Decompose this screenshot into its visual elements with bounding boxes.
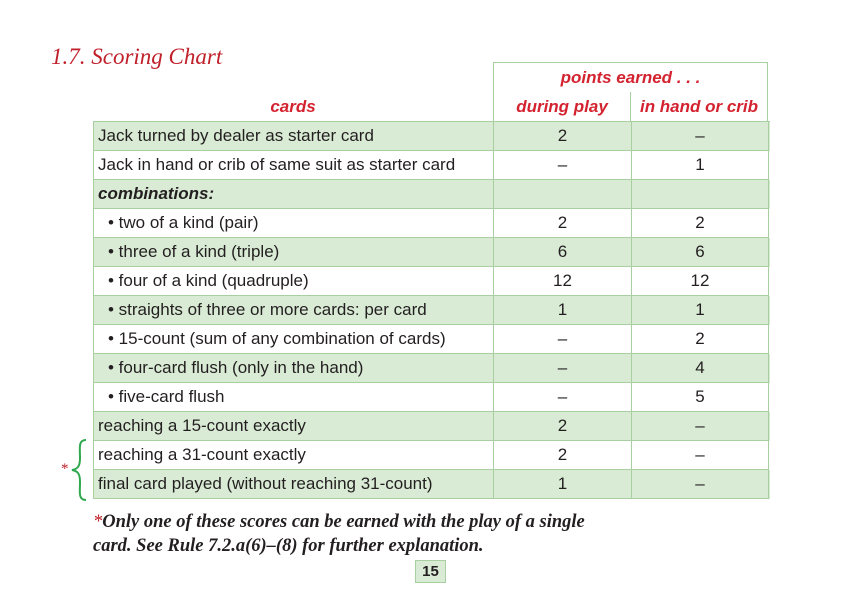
hand-or-crib-value: 1 — [632, 151, 769, 180]
in-hand-or-crib-column-header: in hand or crib — [631, 92, 768, 121]
table-row — [94, 180, 770, 209]
table-row — [94, 267, 770, 296]
table-row — [94, 325, 770, 354]
hand-or-crib-value: 2 — [632, 209, 769, 238]
during-play-value: – — [494, 383, 632, 412]
points-earned-header: points earned . . . — [493, 62, 768, 92]
table-row — [94, 151, 770, 180]
hand-or-crib-value: – — [632, 412, 769, 441]
page-number: 15 — [415, 560, 446, 583]
hand-or-crib-value: 2 — [632, 325, 769, 354]
section-title: 1.7. Scoring Chart — [51, 44, 223, 69]
table-row — [94, 383, 770, 412]
hand-or-crib-value: 4 — [632, 354, 769, 383]
during-play-value: – — [494, 151, 632, 180]
during-play-value: 1 — [494, 470, 632, 499]
during-play-value: 6 — [494, 238, 632, 267]
table-row — [94, 354, 770, 383]
during-play-value: – — [494, 325, 632, 354]
row-label: • straights of three or more cards: per card — [94, 296, 494, 325]
hand-or-crib-value — [632, 180, 769, 209]
table-row — [94, 441, 770, 470]
during-play-value: – — [494, 354, 632, 383]
during-play-column-header: during play — [493, 92, 631, 121]
footnote-asterisk-marker: * — [61, 461, 69, 477]
table-row — [94, 296, 770, 325]
table-row — [94, 238, 770, 267]
during-play-value: 2 — [494, 122, 632, 151]
row-label: reaching a 15-count exactly — [94, 412, 494, 441]
row-label: • 15-count (sum of any combination of cards) — [94, 325, 494, 354]
footnote-text: Only one of these scores can be earned with the play of a single card. See Rule 7.2.a(6)–(8) for further explanation. — [93, 512, 585, 556]
during-play-value: 2 — [494, 412, 632, 441]
row-label: • three of a kind (triple) — [94, 238, 494, 267]
cards-column-header: cards — [270, 96, 316, 116]
row-label: final card played (without reaching 31-count) — [94, 470, 494, 499]
hand-or-crib-value: 5 — [632, 383, 769, 412]
table-row — [94, 209, 770, 238]
row-label: • four of a kind (quadruple) — [94, 267, 494, 296]
row-label: Jack in hand or crib of same suit as starter card — [94, 151, 494, 180]
table-row — [94, 122, 770, 151]
hand-or-crib-value: 1 — [632, 296, 769, 325]
table-row — [94, 470, 770, 499]
scoring-table — [93, 121, 770, 499]
row-label: • five-card flush — [94, 383, 494, 412]
footnote — [93, 510, 613, 558]
combinations-subheading: combinations: — [94, 180, 494, 209]
during-play-value: 2 — [494, 209, 632, 238]
row-label: Jack turned by dealer as starter card — [94, 122, 494, 151]
during-play-value: 2 — [494, 441, 632, 470]
hand-or-crib-value: 6 — [632, 238, 769, 267]
hand-or-crib-value: – — [632, 470, 769, 499]
hand-or-crib-value: 12 — [632, 267, 769, 296]
curly-brace-icon — [68, 438, 90, 502]
row-label: reaching a 31-count exactly — [94, 441, 494, 470]
hand-or-crib-value: – — [632, 122, 769, 151]
during-play-value: 12 — [494, 267, 632, 296]
row-label: • four-card flush (only in the hand) — [94, 354, 494, 383]
during-play-value: 1 — [494, 296, 632, 325]
row-label: • two of a kind (pair) — [94, 209, 494, 238]
during-play-value — [494, 180, 632, 209]
hand-or-crib-value: – — [632, 441, 769, 470]
footnote-star: * — [93, 512, 103, 532]
table-row — [94, 412, 770, 441]
